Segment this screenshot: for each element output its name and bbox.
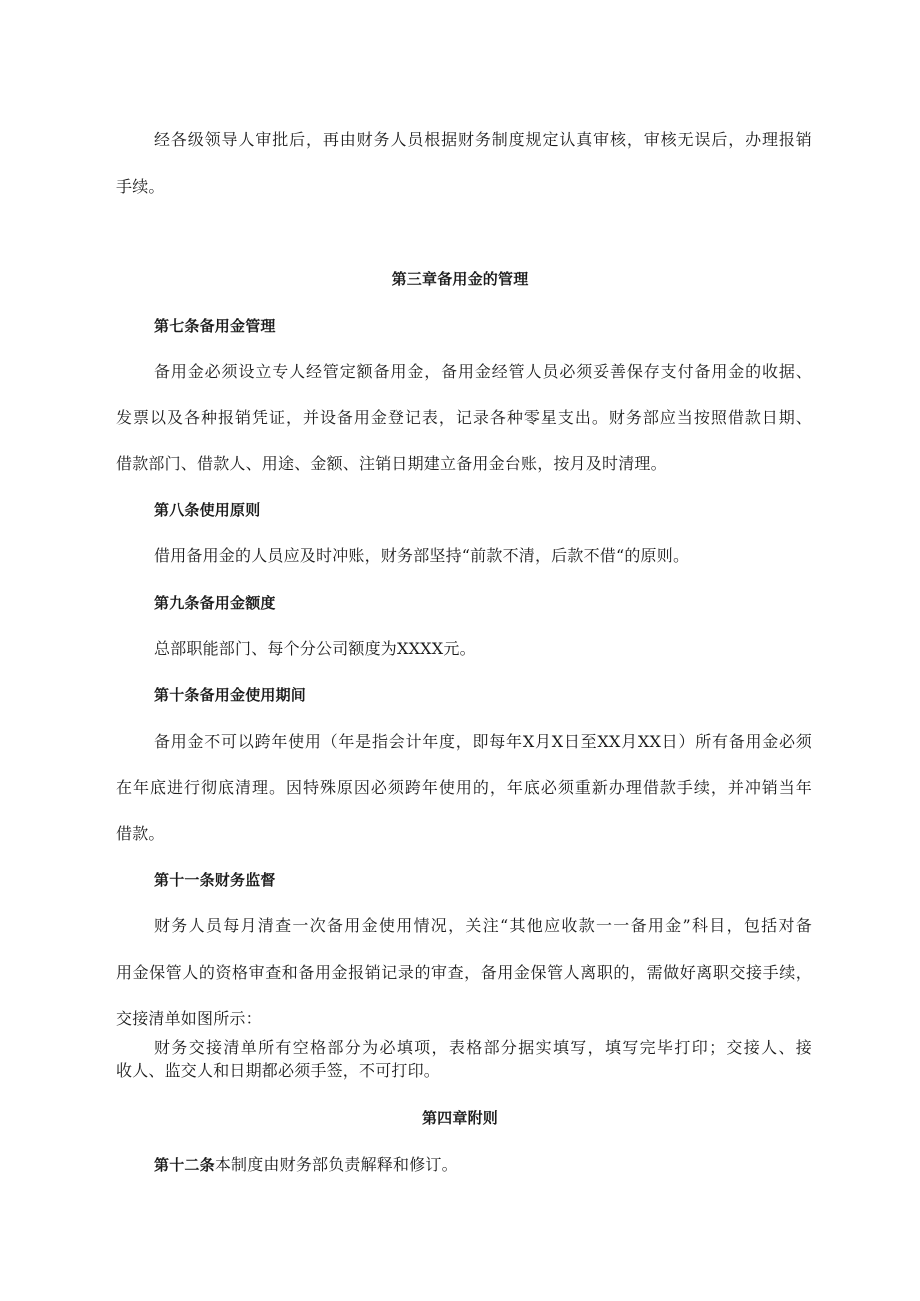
article-text: 本制度由财务部负责解释和修订。 [214,1155,458,1174]
paragraph-line: 手续。 [116,177,165,196]
article-heading: 第八条使用原则 [154,501,261,519]
paragraph-line: 借款。 [116,824,165,843]
note-line: 财务交接清单所有空格部分为必填项，表格部分据实填写，填写完毕打印；交接人、接 [154,1038,812,1057]
paragraph-line: 备用金不可以跨年使用（年是指会计年度，即每年X月X日至XX月XX日）所有备用金必须 [154,732,812,751]
article-line [154,1155,812,1175]
chapter-title: 第三章备用金的管理 [391,270,529,288]
paragraph-line: 交接清单如图所示： [116,1009,262,1028]
paragraph-line: 借款部门、借款人、用途、金额、注销日期建立备用金台账，按月及时清理。 [116,454,667,473]
paragraph-line: 总部职能部门、每个分公司额度为XXXX元。 [154,639,476,658]
paragraph-line: 经各级领导人审批后，再由财务人员根据财务制度规定认真审核，审核无误后，办理报销 [154,130,812,149]
paragraph-line: 在年底进行彻底清理。因特殊原因必须跨年使用的，年底必须重新办理借款手续，并冲销当年 [116,778,812,797]
article-heading: 第九条备用金额度 [154,594,276,612]
article-heading: 第十条备用金使用期间 [154,686,307,704]
article-heading: 第十二条 [154,1156,215,1174]
chapter-title: 第四章附则 [421,1109,498,1127]
paragraph-line: 财务人员每月清查一次备用金使用情况，关注“其他应收款一一备用金”科目，包括对备 [154,916,812,935]
note-line: 收人、监交人和日期都必须手签，不可打印。 [116,1061,441,1080]
paragraph-line: 借用备用金的人员应及时冲账，财务部坚持“前款不清，后款不借“的原则。 [154,546,690,565]
paragraph-line: 发票以及各种报销凭证，并设备用金登记表，记录各种零星支出。财务部应当按照借款日期、 [116,408,812,427]
article-heading: 第十一条财务监督 [154,871,276,889]
paragraph-line: 备用金必须设立专人经管定额备用金，备用金经管人员必须妥善保存支付备用金的收据、 [154,362,812,381]
paragraph-line: 用金保管人的资格审查和备用金报销记录的审查，备用金保管人离职的，需做好离职交接手续， [116,963,812,982]
article-heading: 第七条备用金管理 [154,317,276,335]
